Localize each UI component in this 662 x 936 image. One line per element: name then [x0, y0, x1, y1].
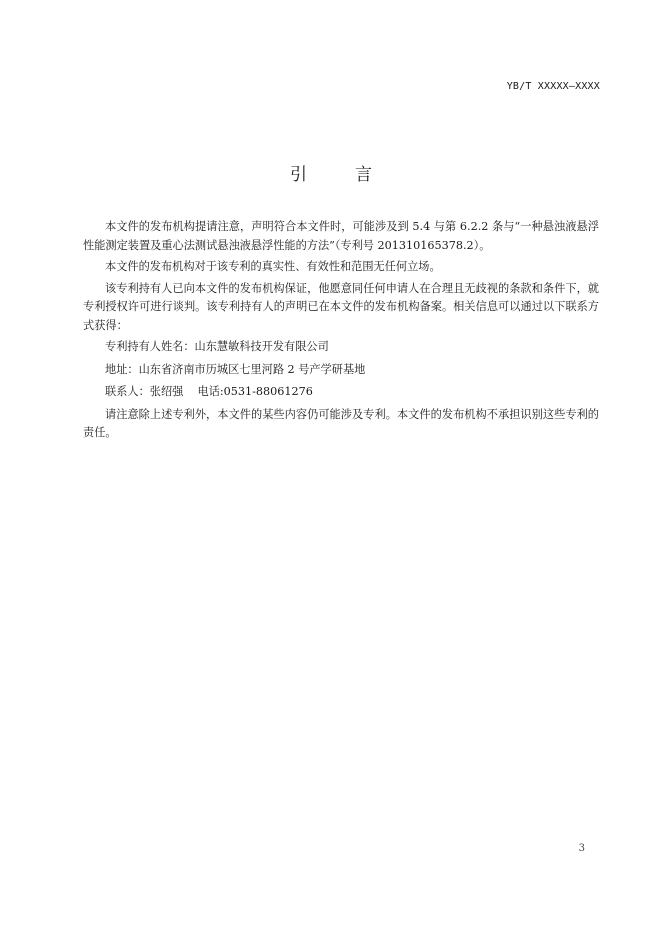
paragraph-patent-notice: 本文件的发布机构提请注意，声明符合本文件时，可能涉及到 5.4 与第 6.2.2 条与“一种悬浊液悬浮性能测定装置及重心法测试悬浊液悬浮性能的方法”（专利号 201310165378.2）。	[83, 220, 599, 252]
paragraph-closing-notice: 请注意除上述专利外，本文件的某些内容仍可能涉及专利。本文件的发布机构不承担识别这些专利的责任。	[83, 407, 599, 439]
page-title: 引言	[290, 165, 420, 185]
document-body	[83, 218, 599, 446]
contact-address: 地址：山东省济南市历城区七里河路 2 号产学研基地	[105, 362, 366, 376]
contact-person-phone: 联系人：张绍强 电话:0531-88061276	[105, 385, 313, 398]
contact-holder-name: 专利持有人姓名：山东慧敏科技开发有限公司	[105, 340, 329, 353]
paragraph-holder-assurance: 该专利持有人已向本文件的发布机构保证，他愿意同任何申请人在合理且无歧视的条款和条件下，就专利授权许可进行谈判。该专利持有人的声明已在本文件的发布机构备案。相关信息可以通过以下联系方式获得：	[83, 281, 599, 332]
paragraph-no-position: 本文件的发布机构对于该专利的真实性、有效性和范围无任何立场。	[105, 260, 441, 273]
page-number: 3	[578, 843, 585, 854]
document-code: YB/T XXXXX—XXXX	[506, 81, 600, 92]
